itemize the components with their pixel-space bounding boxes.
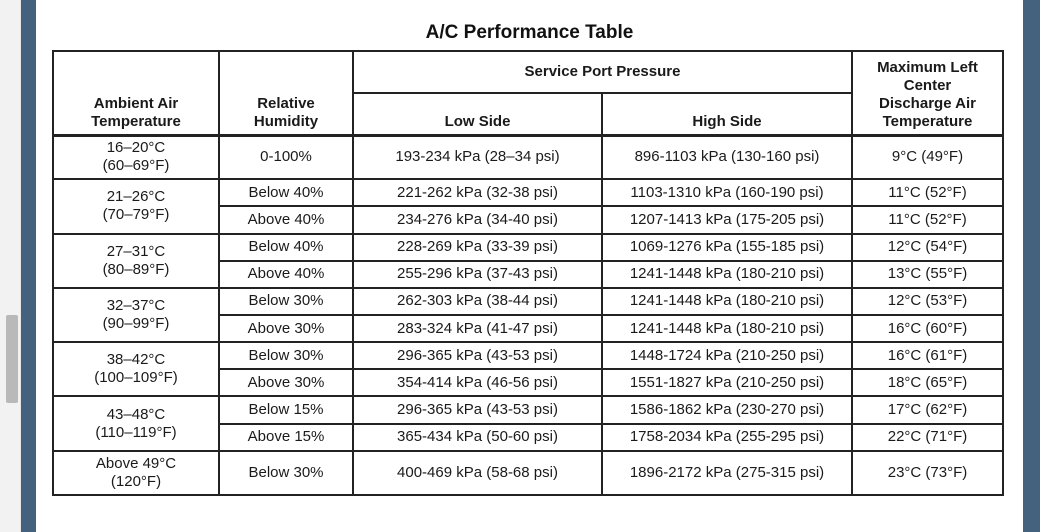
humidity-cell: Below 30% — [219, 451, 353, 495]
high-side-cell: 1551-1827 kPa (210-250 psi) — [602, 369, 852, 396]
table-row — [53, 342, 1003, 369]
low-side-cell: 262-303 kPa (38-44 psi) — [353, 288, 602, 315]
ac-performance-table — [52, 50, 1004, 496]
humidity-cell: Below 30% — [219, 288, 353, 315]
table-title: A/C Performance Table — [425, 22, 634, 43]
high-side-cell: 1758-2034 kPa (255-295 psi) — [602, 424, 852, 451]
discharge-temp-cell: 11°C (52°F) — [852, 206, 1003, 233]
ambient-temperature-cell: 38–42°C (100–109°F) — [53, 342, 219, 396]
humidity-cell: Above 30% — [219, 369, 353, 396]
low-side-cell: 296-365 kPa (43-53 psi) — [353, 342, 602, 369]
table-row — [53, 396, 1003, 423]
high-side-cell: 1241-1448 kPa (180-210 psi) — [602, 288, 852, 315]
high-side-cell: 896-1103 kPa (130-160 psi) — [602, 135, 852, 179]
high-side-cell: 1448-1724 kPa (210-250 psi) — [602, 342, 852, 369]
table-row — [53, 135, 1003, 179]
discharge-temp-cell: 12°C (53°F) — [852, 288, 1003, 315]
left-gutter — [0, 0, 20, 532]
low-side-cell: 228-269 kPa (33-39 psi) — [353, 234, 602, 261]
header-service-port-pressure: Service Port Pressure — [353, 51, 852, 93]
header-ambient-air-temperature: Ambient Air Temperature — [53, 51, 219, 135]
low-side-cell: 365-434 kPa (50-60 psi) — [353, 424, 602, 451]
ambient-temperature-cell: 32–37°C (90–99°F) — [53, 288, 219, 342]
discharge-temp-cell: 16°C (60°F) — [852, 315, 1003, 342]
high-side-cell: 1586-1862 kPa (230-270 psi) — [602, 396, 852, 423]
header-high-side: High Side — [602, 93, 852, 135]
low-side-cell: 234-276 kPa (34-40 psi) — [353, 206, 602, 233]
low-side-cell: 400-469 kPa (58-68 psi) — [353, 451, 602, 495]
humidity-cell: Above 15% — [219, 424, 353, 451]
low-side-cell: 296-365 kPa (43-53 psi) — [353, 396, 602, 423]
table-row — [53, 179, 1003, 206]
ambient-temperature-cell: 16–20°C (60–69°F) — [53, 135, 219, 179]
humidity-cell: Below 15% — [219, 396, 353, 423]
high-side-cell: 1207-1413 kPa (175-205 psi) — [602, 206, 852, 233]
high-side-cell: 1896-2172 kPa (275-315 psi) — [602, 451, 852, 495]
header-relative-humidity: Relative Humidity — [219, 51, 353, 135]
document-page — [36, 0, 1023, 532]
header-discharge-air-temperature: Maximum Left Center Discharge Air Temperature — [852, 51, 1003, 135]
humidity-cell: 0-100% — [219, 135, 353, 179]
humidity-cell: Above 30% — [219, 315, 353, 342]
discharge-temp-cell: 17°C (62°F) — [852, 396, 1003, 423]
high-side-cell: 1069-1276 kPa (155-185 psi) — [602, 234, 852, 261]
discharge-temp-cell: 22°C (71°F) — [852, 424, 1003, 451]
discharge-temp-cell: 13°C (55°F) — [852, 261, 1003, 288]
humidity-cell: Below 40% — [219, 234, 353, 261]
discharge-temp-cell: 11°C (52°F) — [852, 179, 1003, 206]
high-side-cell: 1103-1310 kPa (160-190 psi) — [602, 179, 852, 206]
table-row — [53, 451, 1003, 495]
discharge-temp-cell: 16°C (61°F) — [852, 342, 1003, 369]
humidity-cell: Below 40% — [219, 179, 353, 206]
humidity-cell: Below 30% — [219, 342, 353, 369]
high-side-cell: 1241-1448 kPa (180-210 psi) — [602, 261, 852, 288]
gutter-divider — [20, 0, 21, 532]
table-row — [53, 288, 1003, 315]
header-low-side: Low Side — [353, 93, 602, 135]
low-side-cell: 354-414 kPa (46-56 psi) — [353, 369, 602, 396]
low-side-cell: 193-234 kPa (28–34 psi) — [353, 135, 602, 179]
humidity-cell: Above 40% — [219, 261, 353, 288]
discharge-temp-cell: 23°C (73°F) — [852, 451, 1003, 495]
low-side-cell: 283-324 kPa (41-47 psi) — [353, 315, 602, 342]
ambient-temperature-cell: 21–26°C (70–79°F) — [53, 179, 219, 233]
high-side-cell: 1241-1448 kPa (180-210 psi) — [602, 315, 852, 342]
low-side-cell: 255-296 kPa (37-43 psi) — [353, 261, 602, 288]
scrollbar-thumb[interactable] — [6, 315, 18, 403]
low-side-cell: 221-262 kPa (32-38 psi) — [353, 179, 602, 206]
ambient-temperature-cell: Above 49°C (120°F) — [53, 451, 219, 495]
ambient-temperature-cell: 43–48°C (110–119°F) — [53, 396, 219, 450]
ambient-temperature-cell: 27–31°C (80–89°F) — [53, 234, 219, 288]
discharge-temp-cell: 9°C (49°F) — [852, 135, 1003, 179]
table-row — [53, 234, 1003, 261]
humidity-cell: Above 40% — [219, 206, 353, 233]
discharge-temp-cell: 18°C (65°F) — [852, 369, 1003, 396]
discharge-temp-cell: 12°C (54°F) — [852, 234, 1003, 261]
